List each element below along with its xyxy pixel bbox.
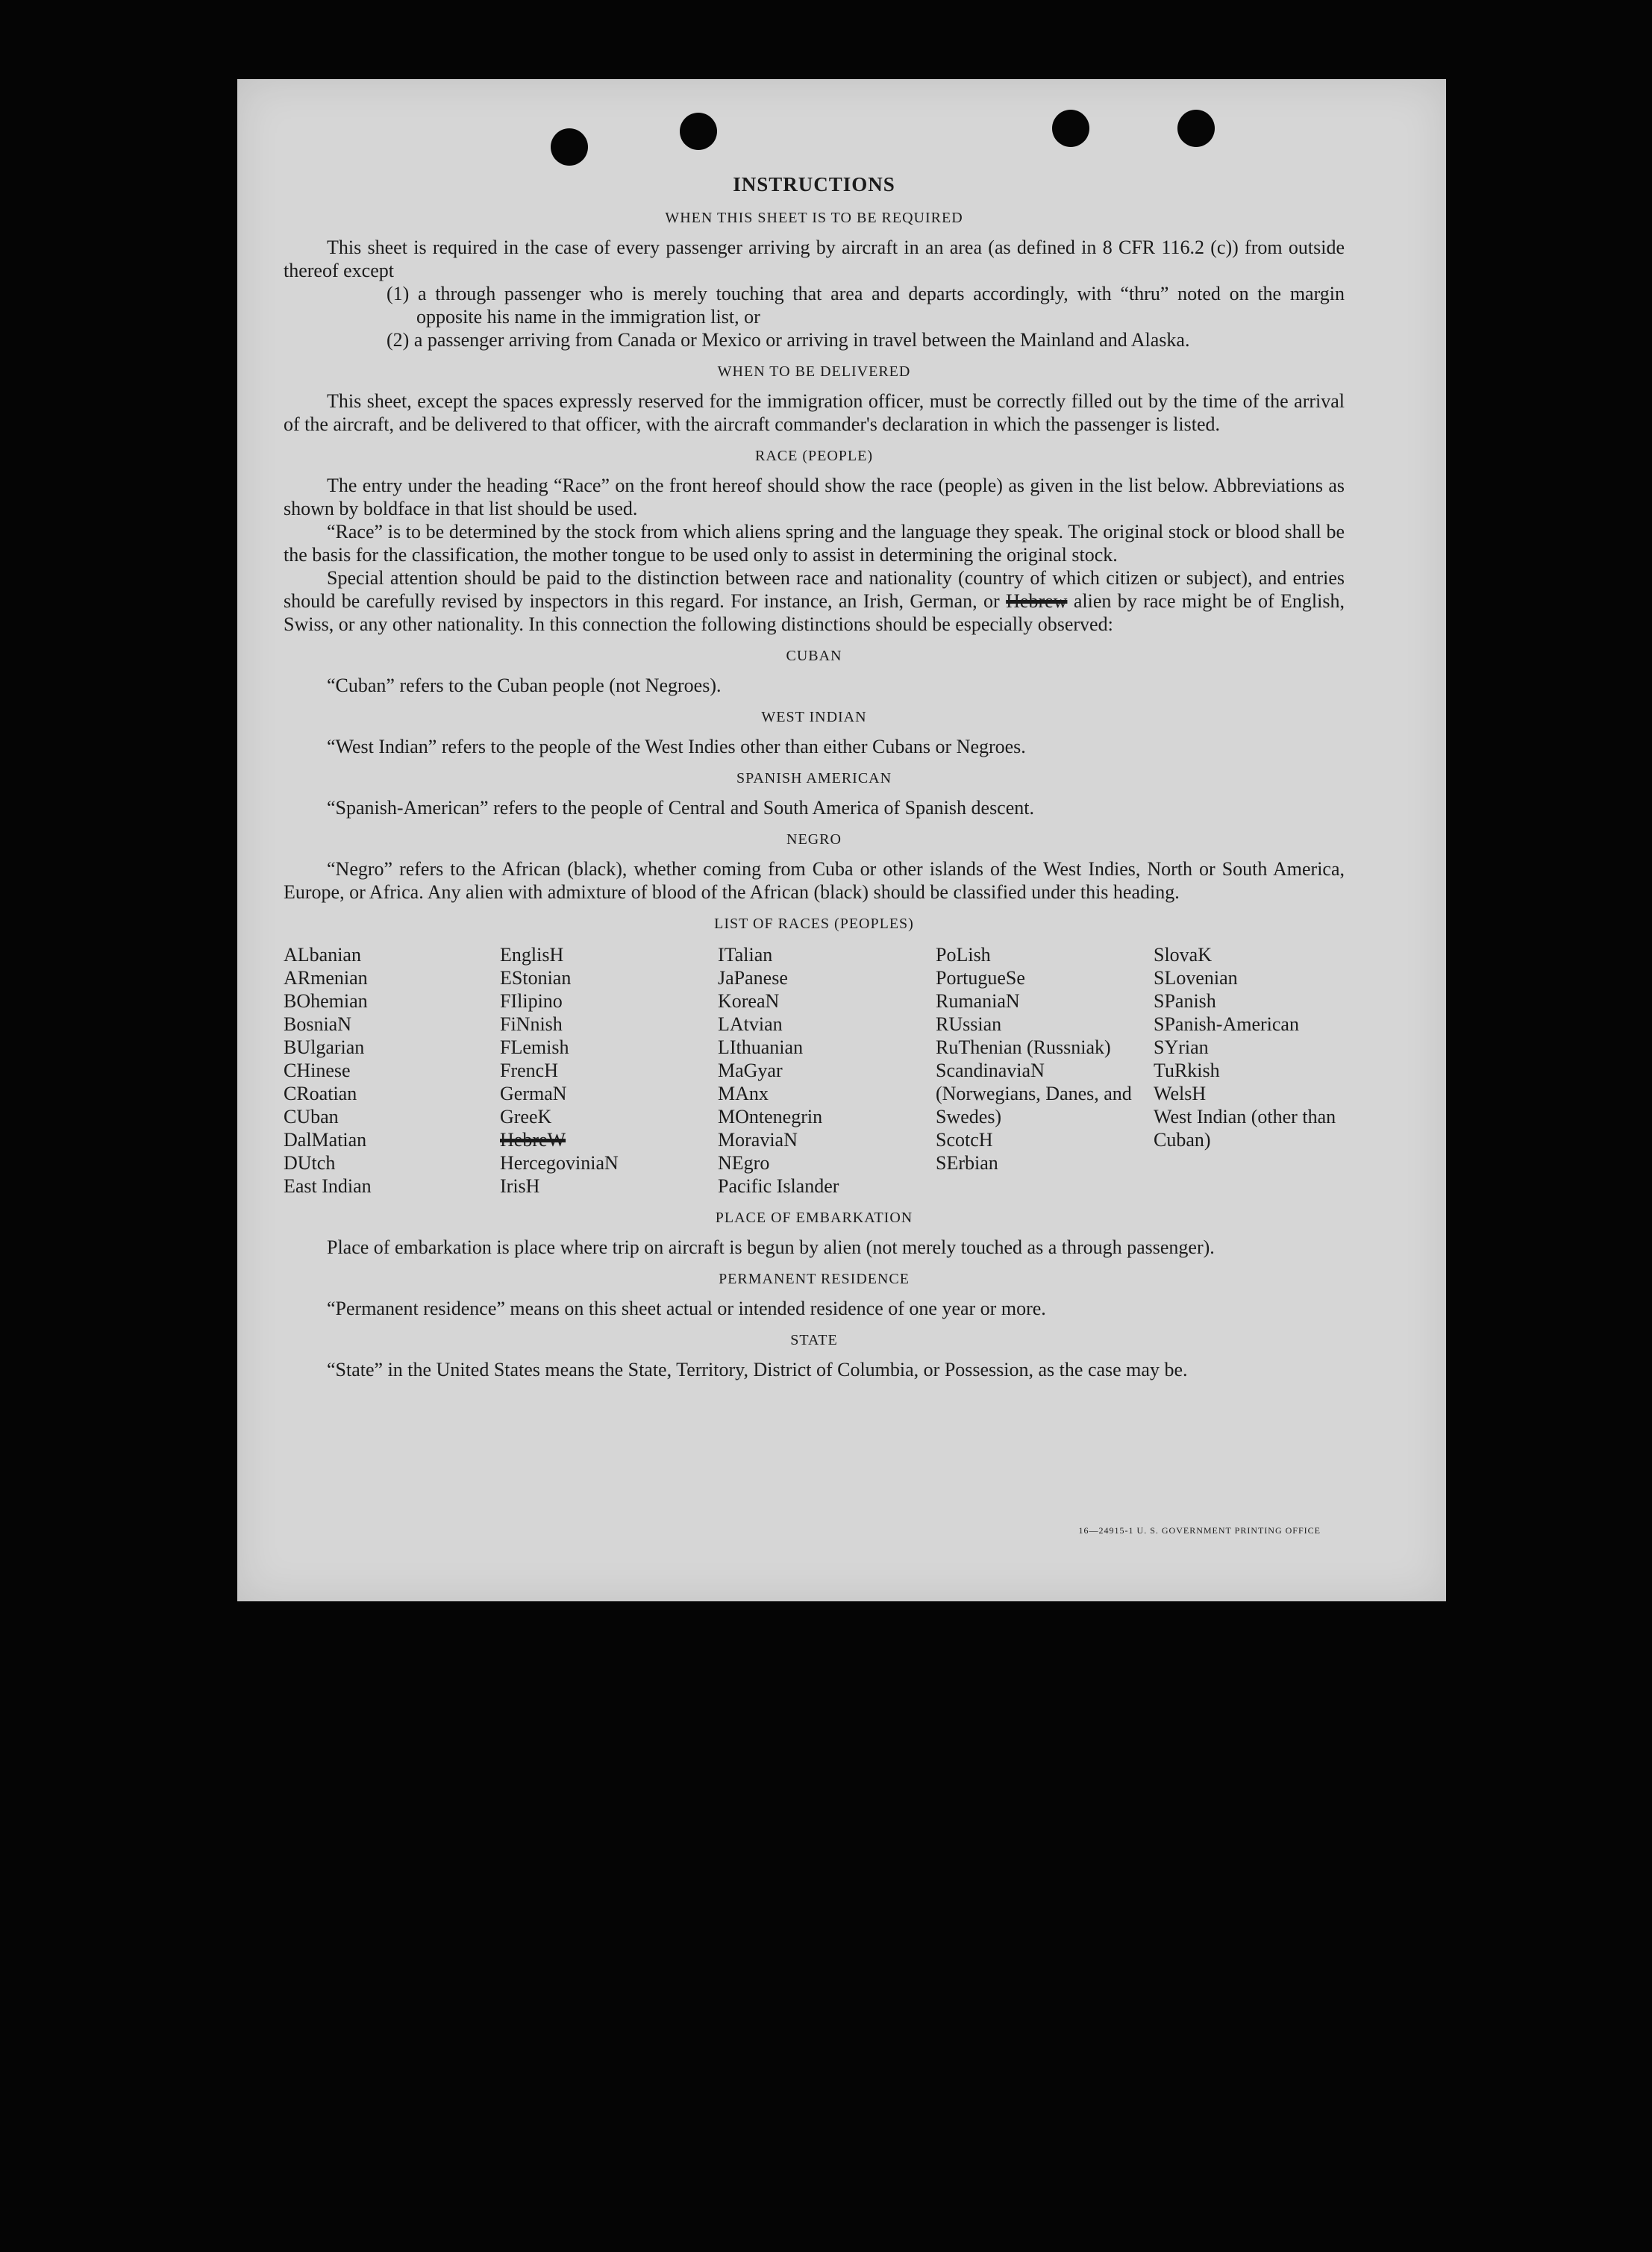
paragraph-text: Special attention should be paid to the distinction between race and nationality (country of which citizen or subject), and entries should be carefully revised by inspectors in this regard. For instance, an Irish, German, or (284, 567, 1345, 612)
paragraph: This sheet is required in the case of every passenger arriving by aircraft in an area (as defined in 8 CFR 116.2 (c)) from outside thereof except (284, 237, 1345, 281)
race-entry: BOhemian (284, 990, 368, 1012)
paragraph (284, 566, 1345, 636)
race-entry: PortugueSe (936, 967, 1025, 989)
race-entry: ScandinaviaN (Norwegians, Danes, and Swedes) (936, 1060, 1132, 1127)
section-heading: SPANISH AMERICAN (736, 770, 892, 786)
race-column-4 (936, 943, 1154, 1198)
race-entry: LIthuanian (718, 1036, 804, 1058)
race-entry: LAtvian (718, 1013, 783, 1035)
race-column-3 (718, 943, 936, 1198)
race-entry: SPanish-American (1154, 1013, 1299, 1035)
race-column-1 (284, 943, 500, 1198)
race-entry: FLemish (500, 1036, 569, 1058)
punch-hole (680, 113, 717, 150)
race-entry: FIlipino (500, 990, 563, 1012)
paragraph: “Permanent residence” means on this sheet actual or intended residence of one year or more. (327, 1298, 1046, 1319)
race-entry: DUtch (284, 1152, 336, 1174)
race-entry: GermaN (500, 1083, 567, 1104)
race-entry: MAnx (718, 1083, 769, 1104)
race-column-2 (500, 943, 718, 1198)
race-entry: RUssian (936, 1013, 1002, 1035)
race-entry: SLovenian (1154, 967, 1238, 989)
race-entry: WelsH (1154, 1083, 1207, 1104)
section-heading: WEST INDIAN (761, 709, 867, 725)
race-entry: FiNnish (500, 1013, 563, 1035)
race-entry: FrencH (500, 1060, 558, 1081)
race-entry: SlovaK (1154, 944, 1212, 966)
race-entry: Pacific Islander (718, 1175, 839, 1197)
section-heading: NEGRO (786, 831, 842, 848)
race-entry: CRoatian (284, 1083, 357, 1104)
race-entry: ARmenian (284, 967, 368, 989)
section-heading: PLACE OF EMBARKATION (715, 1210, 913, 1226)
race-entry: KoreaN (718, 990, 780, 1012)
race-entry: DalMatian (284, 1129, 367, 1151)
paragraph: “Spanish-American” refers to the people of Central and South America of Spanish descent. (327, 797, 1034, 819)
race-entry: MaGyar (718, 1060, 783, 1081)
race-entry: ITalian (718, 944, 773, 966)
race-entry: RumaniaN (936, 990, 1020, 1012)
race-entry: PoLish (936, 944, 991, 966)
race-entry: ScotcH (936, 1129, 993, 1151)
race-entry: SPanish (1154, 990, 1216, 1012)
paragraph: “State” in the United States means the State, Territory, District of Columbia, or Possession, as the case may be. (327, 1359, 1188, 1380)
race-entry: SErbian (936, 1152, 998, 1174)
race-column-5 (1154, 943, 1371, 1198)
page-title: INSTRUCTIONS (733, 173, 895, 196)
section-heading: PERMANENT RESIDENCE (719, 1271, 910, 1287)
section-heading: WHEN TO BE DELIVERED (717, 363, 911, 380)
printer-footer: 16—24915-1 U. S. GOVERNMENT PRINTING OFFICE (1078, 1525, 1321, 1536)
list-item: (1) a through passenger who is merely touching that area and departs accordingly, with “thru” noted on the margin opposite his name in the immigration list, or (387, 283, 1345, 328)
instructions-body (284, 173, 1345, 1381)
paragraph-text: alien by race might be of English, Swiss, or any other nationality. In this connection the following distinctions should be especially observed: (284, 590, 1345, 635)
list-item: (2) a passenger arriving from Canada or Mexico or arriving in travel between the Mainland and Alaska. (387, 329, 1190, 351)
race-entry: TuRkish (1154, 1060, 1220, 1081)
race-entry: EStonian (500, 967, 572, 989)
race-entry: SYrian (1154, 1036, 1209, 1058)
race-entry: MOntenegrin (718, 1106, 823, 1127)
race-entry-struck: HebreW (500, 1129, 566, 1151)
race-entry: IrisH (500, 1175, 540, 1197)
race-entry: MoraviaN (718, 1129, 798, 1151)
punch-hole (1052, 110, 1089, 147)
race-entry: West Indian (other than Cuban) (1154, 1106, 1336, 1151)
paragraph: “Cuban” refers to the Cuban people (not Negroes). (327, 675, 722, 696)
race-entry: CHinese (284, 1060, 351, 1081)
race-entry: HercegoviniaN (500, 1152, 619, 1174)
race-entry: JaPanese (718, 967, 788, 989)
race-entry: EnglisH (500, 944, 564, 966)
punch-hole (1177, 110, 1215, 147)
race-entry: BosniaN (284, 1013, 351, 1035)
struck-word: Hebrew (1006, 590, 1068, 612)
paragraph: This sheet, except the spaces expressly reserved for the immigration officer, must be correctly filled out by the time of the arrival of the aircraft, and be delivered to that officer, with the aircraft commander's declaration in which the passenger is listed. (284, 390, 1345, 435)
paragraph: The entry under the heading “Race” on the front hereof should show the race (people) as given in the list below. Abbreviations as shown by boldface in that list should be used. (284, 475, 1345, 519)
section-heading: WHEN THIS SHEET IS TO BE REQUIRED (665, 210, 963, 226)
race-list (284, 943, 1345, 1198)
paragraph: Place of embarkation is place where trip on aircraft is begun by alien (not merely touched as a through passenger). (327, 1236, 1215, 1258)
race-entry: CUban (284, 1106, 339, 1127)
section-heading: RACE (PEOPLE) (755, 448, 873, 464)
race-entry: East Indian (284, 1175, 372, 1197)
document-page (237, 79, 1446, 1601)
paragraph: “Race” is to be determined by the stock from which aliens spring and the language they speak. The original stock or blood shall be the basis for the classification, the mother tongue to be used only to assist in determining the original stock. (284, 521, 1345, 566)
race-entry: ALbanian (284, 944, 361, 966)
section-heading: STATE (790, 1332, 838, 1348)
race-entry: RuThenian (Russniak) (936, 1036, 1111, 1058)
paragraph: “Negro” refers to the African (black), whether coming from Cuba or other islands of the West Indies, North or South America, Europe, or Africa. Any alien with admixture of blood of the African (black) should be classified under this heading. (284, 858, 1345, 903)
section-heading: CUBAN (786, 648, 842, 664)
section-heading: LIST OF RACES (PEOPLES) (714, 916, 914, 932)
race-entry: NEgro (718, 1152, 770, 1174)
punch-hole (551, 128, 588, 166)
race-entry: GreeK (500, 1106, 552, 1127)
paragraph: “West Indian” refers to the people of the West Indies other than either Cubans or Negroes. (327, 736, 1026, 757)
race-entry: BUlgarian (284, 1036, 365, 1058)
